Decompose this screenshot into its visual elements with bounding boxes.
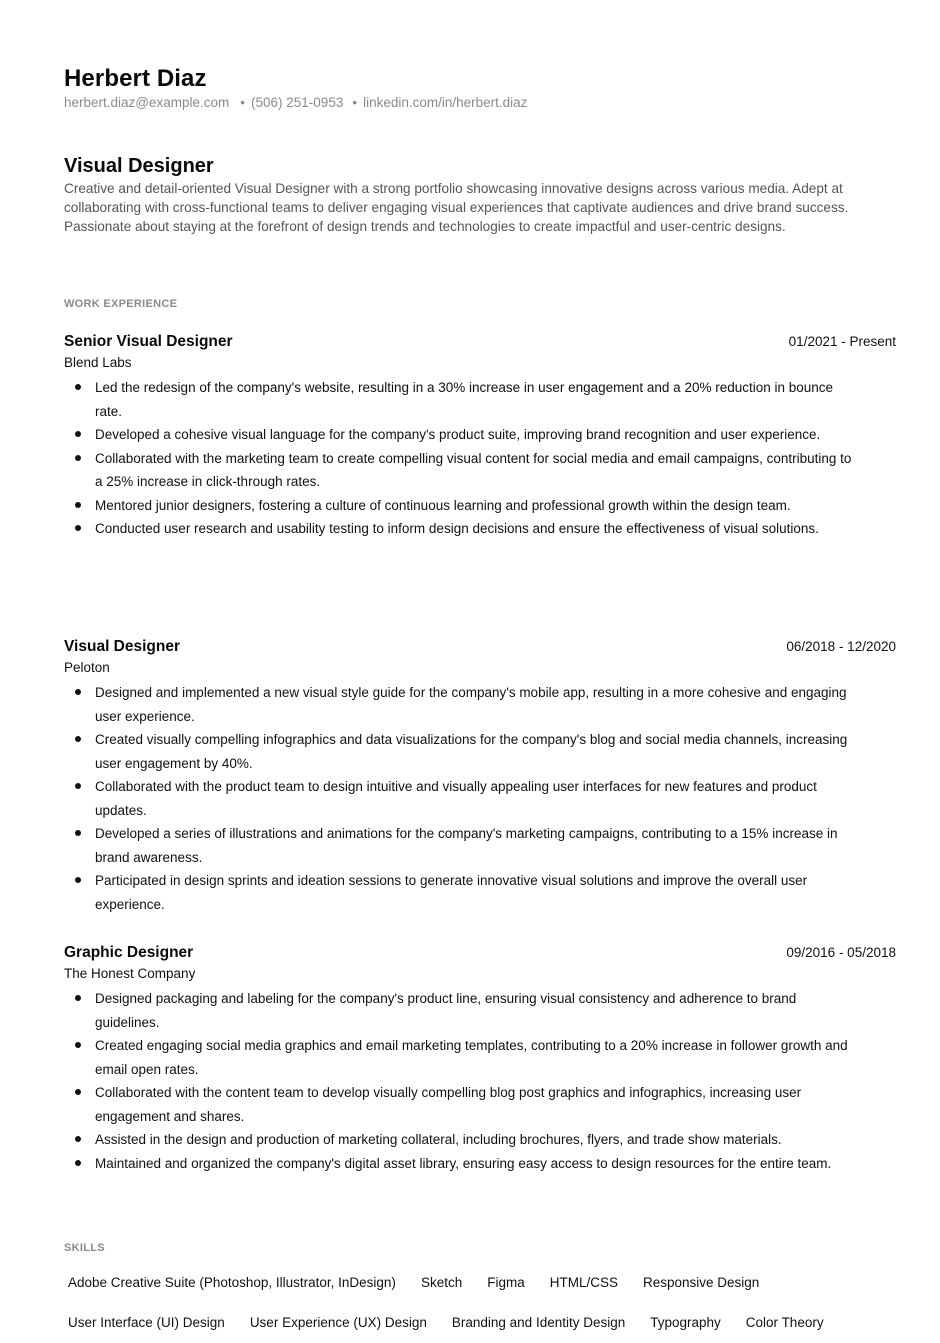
bullet-dot-icon [75,525,81,531]
bullet-dot-icon [75,995,81,1001]
bullet-text: Collaborated with the marketing team to create compelling visual content for social media and email campaigns, contributing to a 25% increase in click-through rates. [95,450,852,489]
bullet-dot-icon [75,1160,81,1166]
bullet-text: Collaborated with the content team to develop visually compelling blog post graphics and infographics, increasing user engagement and shares. [95,1085,802,1124]
skill-tag: Figma [487,1275,525,1290]
bullet-text: Developed a cohesive visual language for the company's product suite, improving brand recognition and user experience. [95,427,821,442]
bullet-item [64,517,855,541]
bullet-dot-icon [75,1042,81,1048]
linkedin-link[interactable]: linkedin.com/in/herbert.diaz [363,95,528,110]
bullet-text: Developed a series of illustrations and animations for the company's marketing campaigns, contributing to a 15% increase in brand awareness. [95,826,838,865]
bullet-dot-icon [75,431,81,437]
job-header [64,331,896,353]
contact-line [64,94,527,112]
bullet-item [64,1034,855,1081]
job-header [64,942,896,964]
job-dates: 01/2021 - Present [788,334,896,349]
bullet-dot-icon [75,830,81,836]
job-dates: 09/2016 - 05/2018 [786,945,896,960]
bullet-item [64,822,855,869]
bullet-text: Designed and implemented a new visual style guide for the company's mobile app, resulting in a more cohesive and engaging user experience. [95,685,847,724]
summary-text: Creative and detail-oriented Visual Designer with a strong portfolio showcasing innovative designs across various media. Adept at collaborating with cross-functional teams to deliver engaging visual experiences that captivate audiences and drive brand success. Passionate about staying at the forefront of design trends and technologies to create impactful and user-centric designs. [64,181,849,235]
bullet-text: Designed packaging and labeling for the company's product line, ensuring visual consistency and adherence to brand guidelines. [95,991,797,1030]
job-title: Graphic Designer [64,944,194,961]
bullet-dot-icon [75,783,81,789]
skill-tag: Adobe Creative Suite (Photoshop, Illustrator, InDesign) [68,1275,396,1290]
bullet-dot-icon [75,1089,81,1095]
phone-number[interactable]: (506) 251-0953 [251,95,344,110]
job-title: Visual Designer [64,638,181,655]
job-title: Senior Visual Designer [64,333,233,350]
bullet-dot-icon [75,455,81,461]
bullet-item [64,728,855,775]
bullet-dot-icon [75,384,81,390]
skill-tag: User Interface (UI) Design [68,1315,225,1330]
bullet-item [64,1152,855,1176]
bullet-text: Mentored junior designers, fostering a culture of continuous learning and professional growth within the design team. [95,497,791,513]
company-name: Blend Labs [64,355,132,370]
skill-tag: Branding and Identity Design [451,1315,626,1330]
separator-dot: • [352,95,358,110]
job-header [64,636,896,658]
summary-title: Visual Designer [64,155,214,177]
bullet-item [64,447,855,494]
bullet-item [64,1128,855,1152]
bullet-item [64,376,855,423]
section-label-skills: SKILLS [64,1242,105,1254]
skill-tag: Sketch [420,1275,463,1290]
bullet-text: Collaborated with the product team to design intuitive and visually appealing user interfaces for new features and product updates. [95,779,817,818]
bullet-dot-icon [75,736,81,742]
skills-row [64,1263,904,1303]
bullet-dot-icon [75,877,81,883]
bullet-dot-icon [75,502,81,508]
skill-tag: HTML/CSS [549,1275,618,1290]
bullet-text: Led the redesign of the company's website, resulting in a 30% increase in user engagement and a 20% reduction in bounce rate. [95,380,834,419]
bullet-text: Created visually compelling infographics and data visualizations for the company's blog and social media channels, increasing user engagement by 40%. [95,732,848,771]
skill-tag: User Experience (UX) Design [249,1315,427,1330]
bullet-item [64,987,855,1034]
skill-tag: Color Theory [745,1315,824,1330]
bullet-text: Participated in design sprints and ideation sessions to generate innovative visual solutions and improve the overall user experience. [95,873,808,912]
bullet-dot-icon [75,1136,81,1142]
skill-tag: Typography [650,1315,721,1330]
bullet-item [64,423,855,447]
email-link[interactable]: herbert.diaz@example.com [64,95,230,110]
section-label-work-experience: WORK EXPERIENCE [64,298,178,310]
job-entry [64,942,896,1175]
skills-list [64,1263,904,1343]
candidate-name: Herbert Diaz [64,65,207,92]
job-bullets [64,987,896,1175]
job-entry [64,636,896,916]
bullet-text: Assisted in the design and production of marketing collateral, including brochures, flyers, and trade show materials. [95,1132,782,1147]
bullet-text: Conducted user research and usability testing to inform design decisions and ensure the effectiveness of visual solutions. [95,521,819,536]
job-dates: 06/2018 - 12/2020 [786,639,896,654]
company-name: Peloton [64,660,110,675]
bullet-text: Maintained and organized the company's digital asset library, ensuring easy access to design resources for the entire team. [95,1155,832,1171]
bullet-text: Created engaging social media graphics and email marketing templates, contributing to a 20% increase in follower growth and email open rates. [95,1038,848,1077]
bullet-item [64,869,855,916]
bullet-dot-icon [75,689,81,695]
company-name: The Honest Company [64,966,196,981]
bullet-item [64,681,855,728]
skills-row [64,1303,904,1343]
job-entry [64,331,896,541]
bullet-item [64,775,855,822]
job-bullets [64,681,896,916]
skill-tag: Responsive Design [643,1275,760,1290]
bullet-item [64,1081,855,1128]
job-bullets [64,376,896,541]
separator-dot: • [240,95,246,110]
bullet-item [64,494,855,518]
